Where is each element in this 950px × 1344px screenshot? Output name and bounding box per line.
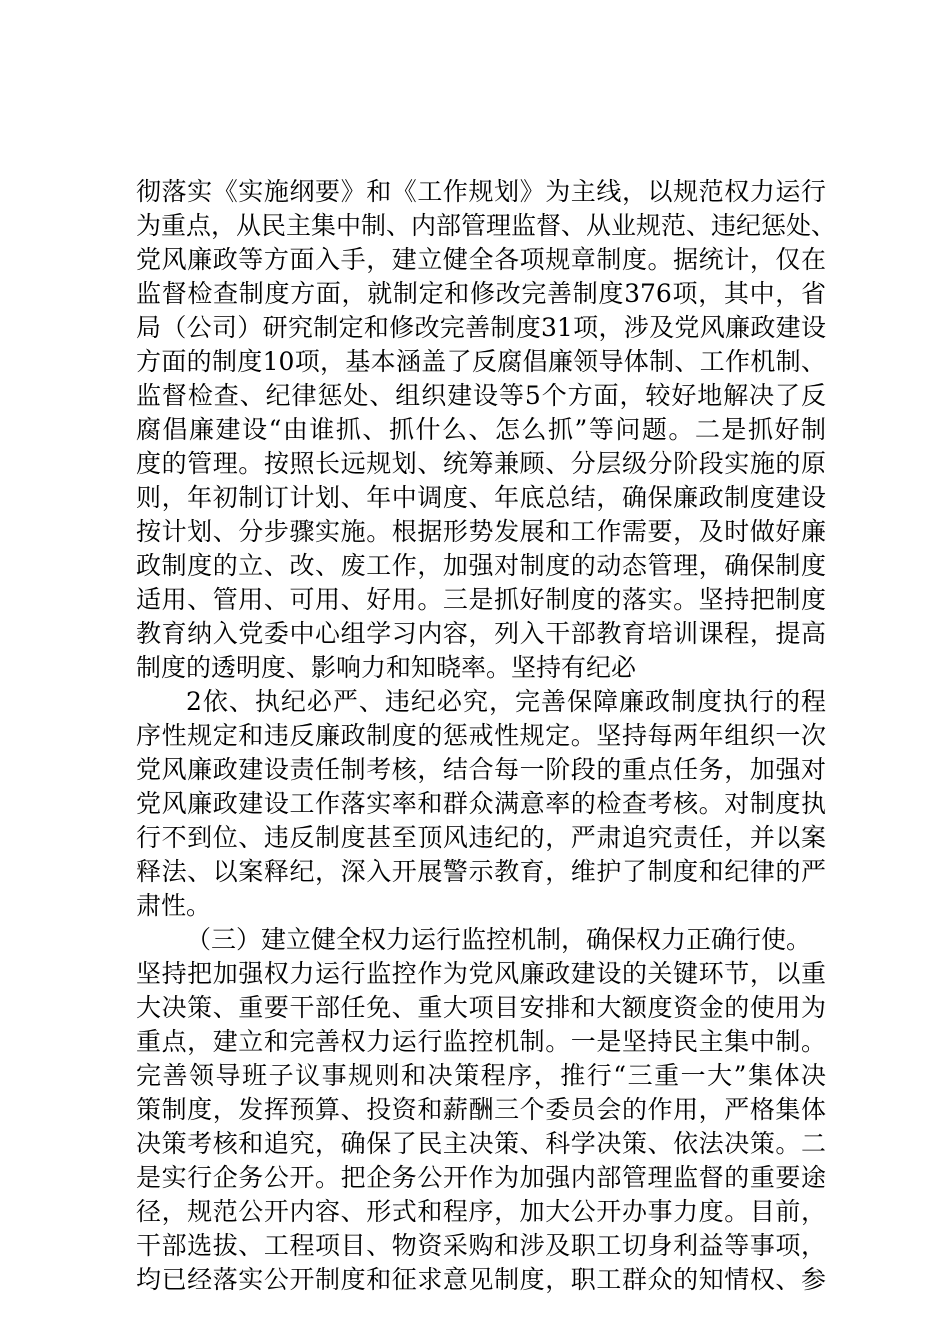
text-line-2: 为重点，从民主集中制、内部管理监督、从业规范、违纪惩处、 xyxy=(136,211,837,240)
text-line-33: 均已经落实公开制度和征求意见制度，职工群众的知情权、参 xyxy=(136,1265,826,1294)
text-line-13: 适用、管用、可用、好用。三是抓好制度的落实。坚持把制度 xyxy=(136,585,826,614)
text-line-19: 党风廉政建设工作落实率和群众满意率的检查考核。对制度执 xyxy=(136,789,826,818)
text-line-27: 完善领导班子议事规则和决策程序，推行“三重一大”集体决 xyxy=(136,1061,826,1090)
text-line-16: 2依、执纪必严、违纪必究，完善保障廉政制度执行的程 xyxy=(186,687,826,716)
text-line-8: 腐倡廉建设“由谁抓、抓什么、怎么抓”等问题。二是抓好制 xyxy=(136,415,826,444)
text-line-5: 局（公司）研究制定和修改完善制度31项，涉及党风廉政建设 xyxy=(136,313,826,342)
text-line-1: 彻落实《实施纲要》和《工作规划》为主线，以规范权力运行 xyxy=(136,177,826,206)
text-line-7: 监督检查、纪律惩处、组织建设等5个方面，较好地解决了反 xyxy=(136,381,826,410)
text-line-15: 制度的透明度、影响力和知晓率。坚持有纪必 xyxy=(136,653,637,682)
text-line-4: 监督检查制度方面，就制定和修改完善制度376项，其中，省 xyxy=(136,279,826,308)
text-line-25: 大决策、重要干部任免、重大项目安排和大额度资金的使用为 xyxy=(136,993,826,1022)
text-line-18: 党风廉政建设责任制考核，结合每一阶段的重点任务，加强对 xyxy=(136,755,826,784)
text-line-20: 行不到位、违反制度甚至顶风违纪的，严肃追究责任，并以案 xyxy=(136,823,826,852)
text-line-17: 序性规定和违反廉政制度的惩戒性规定。坚持每两年组织一次 xyxy=(136,721,826,750)
text-line-31: 径，规范公开内容、形式和程序，加大公开办事力度。目前， xyxy=(136,1197,826,1226)
text-line-11: 按计划、分步骤实施。根据形势发展和工作需要，及时做好廉 xyxy=(136,517,826,546)
text-line-28: 策制度，发挥预算、投资和薪酬三个委员会的作用，严格集体 xyxy=(136,1095,826,1124)
text-line-12: 政制度的立、改、废工作，加强对制度的动态管理，确保制度 xyxy=(136,551,826,580)
section-heading: （三）建立健全权力运行监控机制，确保权力正确行使。 xyxy=(186,925,812,954)
text-line-29: 决策考核和追究，确保了民主决策、科学决策、依法决策。二 xyxy=(136,1129,826,1158)
text-line-22: 肃性。 xyxy=(136,891,212,920)
text-line-32: 干部选拔、工程项目、物资采购和涉及职工切身利益等事项， xyxy=(136,1231,826,1260)
text-line-3: 党风廉政等方面入手，建立健全各项规章制度。据统计，仅在 xyxy=(136,245,826,274)
text-line-24: 坚持把加强权力运行监控作为党风廉政建设的关键环节，以重 xyxy=(136,959,826,988)
text-line-30: 是实行企务公开。把企务公开作为加强内部管理监督的重要途 xyxy=(136,1163,826,1192)
text-line-14: 教育纳入党委中心组学习内容，列入干部教育培训课程，提高 xyxy=(136,619,826,648)
text-line-21: 释法、以案释纪，深入开展警示教育，维护了制度和纪律的严 xyxy=(136,857,826,886)
text-line-6: 方面的制度10项，基本涵盖了反腐倡廉领导体制、工作机制、 xyxy=(136,347,826,376)
text-line-26: 重点，建立和完善权力运行监控机制。一是坚持民主集中制。 xyxy=(136,1027,826,1056)
text-line-10: 则，年初制订计划、年中调度、年底总结，确保廉政制度建设 xyxy=(136,483,826,512)
text-line-9: 度的管理。按照长远规划、统筹兼顾、分层级分阶段实施的原 xyxy=(136,449,826,478)
